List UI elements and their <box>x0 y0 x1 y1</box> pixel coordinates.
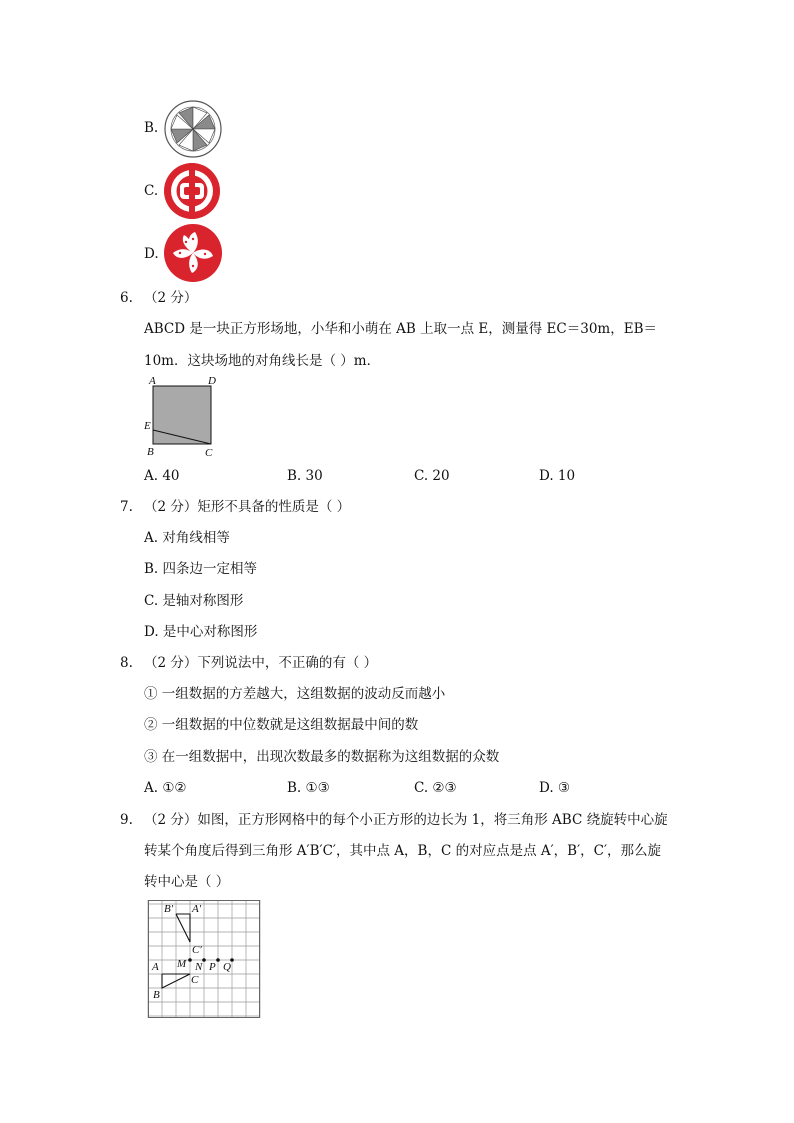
q9-point-n <box>202 958 206 962</box>
q9-label-b-prime: B′ <box>164 903 174 915</box>
q8-option-b: B. ①③ <box>287 780 330 796</box>
q9-label-m: M <box>177 958 187 970</box>
q6-option-d: D. 10 <box>539 468 576 484</box>
q6-label-e: E <box>144 420 151 432</box>
q9-number: 9. <box>120 812 133 828</box>
q6-text-line1: ABCD 是一块正方形场地，小华和小萌在 AB 上取一点 E，测量得 EC＝30m，EB＝ <box>144 321 657 337</box>
q9-label-b: B <box>153 989 160 1001</box>
q9-label-n: N <box>195 961 203 973</box>
bank-of-china-logo-icon <box>163 162 221 220</box>
q8-number: 8. <box>120 655 133 671</box>
q8-option-c: C. ②③ <box>414 780 457 796</box>
q9-point-m <box>188 958 192 962</box>
q9-label-c: C <box>191 974 199 986</box>
q6-option-a: A. 40 <box>144 468 180 484</box>
q9-label-a-prime: A′ <box>192 903 202 915</box>
q9-text-line3: 转中心是（ ） <box>144 874 230 890</box>
q9-label-q: Q <box>223 961 231 973</box>
q6-label-a: A <box>149 375 156 387</box>
q9-label-p: P <box>209 961 216 973</box>
q7-option-a: A. 对角线相等 <box>144 530 230 546</box>
q9-text-line1: （2 分）如图，正方形网格中的每个小正方形的边长为 1，将三角形 ABC 绕旋转中心旋 <box>144 812 668 828</box>
q6-label-d: D <box>208 375 216 387</box>
option-d-label: D. <box>144 246 159 262</box>
q6-option-c: C. 20 <box>414 468 450 484</box>
q7-option-d: D. 是中心对称图形 <box>144 624 258 640</box>
q8-option-a: A. ①② <box>144 780 187 796</box>
q9-label-a: A <box>152 961 159 973</box>
q6-score: （2 分） <box>144 290 198 306</box>
option-b-label: B. <box>144 120 159 136</box>
q8-statement-2: ② 一组数据的中位数就是这组数据最中间的数 <box>144 717 419 733</box>
q7-number: 7. <box>120 499 133 515</box>
q6-text-line2: 10m．这块场地的对角线长是（ ）m． <box>144 353 381 369</box>
q9-grid-figure <box>148 900 260 1018</box>
q9-point-p <box>216 958 220 962</box>
q9-text-line2: 转某个角度后得到三角形 A′B′C′，其中点 A，B，C 的对应点是点 A′，B′，C′，那么旋 <box>144 843 662 859</box>
q6-label-b: B <box>147 446 154 458</box>
pinwheel-logo-icon <box>163 99 223 159</box>
q8-stem: （2 分）下列说法中，不正确的有（ ） <box>144 655 378 671</box>
q6-option-b: B. 30 <box>287 468 323 484</box>
q7-option-b: B. 四条边一定相等 <box>144 561 258 577</box>
q8-statement-1: ① 一组数据的方差越大，这组数据的波动反而越小 <box>144 686 446 702</box>
q9-label-c-prime: C′ <box>192 944 202 956</box>
hong-kong-bauhinia-emblem-icon <box>163 223 223 283</box>
q6-number: 6. <box>120 290 133 306</box>
q7-stem: （2 分）矩形不具备的性质是（ ） <box>144 499 351 515</box>
q8-statement-3: ③ 在一组数据中，出现次数最多的数据称为这组数据的众数 <box>144 749 500 765</box>
q8-option-d: D. ③ <box>539 780 571 796</box>
option-c-label: C. <box>144 183 159 199</box>
q7-option-c: C. 是轴对称图形 <box>144 593 244 609</box>
q6-label-c: C <box>205 447 213 459</box>
